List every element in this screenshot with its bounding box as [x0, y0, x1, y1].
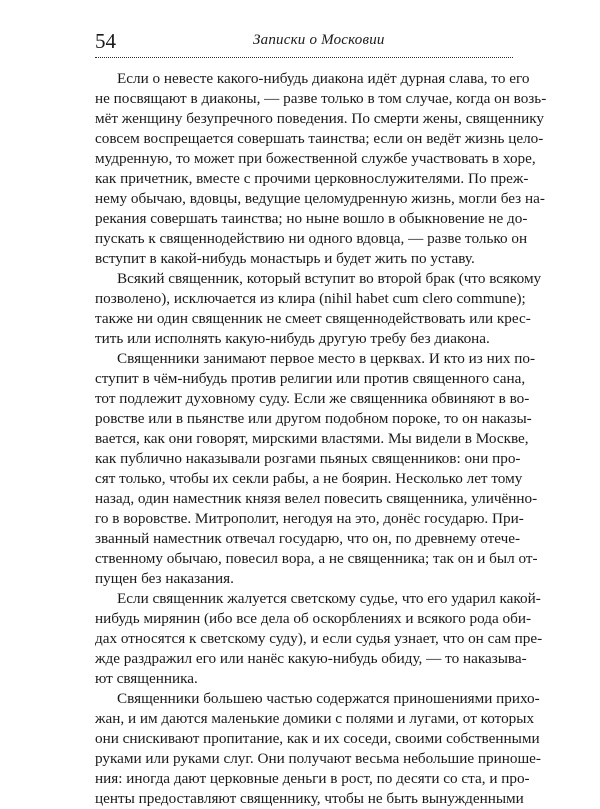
text-line: Если священник жалуется светскому судье, что его ударил какой-: [117, 590, 541, 607]
text-line: назад, один наместник князя велел повесить священника, уличённо-: [95, 490, 538, 507]
text-line: вается, как они говорят, мирскими властями. Мы видели в Москве,: [95, 430, 529, 447]
text-line: пускать к священнодействию ни одного вдовца, — разве только он: [95, 230, 528, 247]
text-line: вступит в какой-нибудь монастырь и будет жить по уставу.: [95, 250, 475, 267]
text-line: дах относятся к светскому суду), и если судья узнает, что он сам пре-: [95, 630, 543, 647]
text-line: ступит в чём-нибудь против религии или против священного сана,: [95, 370, 526, 387]
text-line: жан, и им даются маленькие домики с полями и лугами, от которых: [95, 710, 535, 727]
text-line: мёт женщину безупречного поведения. По смерти жены, священнику: [95, 110, 544, 127]
text-line: Священники большею частью содержатся приношениями прихо-: [117, 690, 540, 707]
text-line: мудренную, то может при божественной службе участвовать в хоре,: [95, 150, 536, 167]
text-line: не посвящают в диаконы, — разве только в том случае, когда он возь-: [95, 90, 547, 107]
text-line: также ни один священник не смеет священнодействовать или крес-: [95, 310, 531, 327]
text-line: ровстве или в пьянстве или другом подобном пороке, то он наказы-: [95, 410, 532, 427]
header-rule: [95, 57, 513, 58]
text-line: рекания совершать таинства; но ныне вошло в обыкновение не до-: [95, 210, 528, 227]
text-line: нему обычаю, вдовцы, ведущие целомудренную жизнь, могли без на-: [95, 190, 545, 207]
paragraph: [95, 69, 547, 269]
text-line: центы предоставляют священнику, чтобы не быть вынужденными: [95, 790, 524, 807]
text-line: тот подлежит духовному суду. Если же священника обвиняют в во-: [95, 390, 530, 407]
page-header: [95, 30, 513, 52]
text-line: Всякий священник, который вступит во второй брак (что всякому: [117, 270, 542, 287]
text-line: ют священника.: [95, 670, 198, 687]
text-line: Если о невесте какого-нибудь диакона идёт дурная слава, то его: [117, 70, 530, 87]
text-line: тить или исполнять какую-нибудь другую требу без диакона.: [95, 330, 490, 347]
text-line: позволено), исключается из клира (nihil habet cum clero commune);: [95, 290, 526, 307]
paragraph: [95, 589, 543, 689]
text-line: ственному обычаю, повесил вора, а не священника; так он и был от-: [95, 550, 538, 567]
text-line: как публично наказывали розгами пьяных священников: они про-: [95, 450, 521, 467]
text-line: званный наместник отвечал государю, что он, по древнему отече-: [95, 530, 521, 547]
text-line: го в воровстве. Митрополит, негодуя на это, донёс государю. При-: [95, 510, 524, 527]
running-title: Записки о Московии: [253, 32, 385, 48]
paragraph: [95, 269, 542, 349]
text-line: ния: иногда дают церковные деньги в рост, по десяти со ста, и про-: [95, 770, 530, 787]
body-text: [95, 69, 547, 809]
text-line: руками или руками слуг. Они получают весьма небольшие приноше-: [95, 750, 541, 767]
text-line: жде раздражил его или нанёс какую-нибудь обиду, — то наказыва-: [95, 650, 527, 667]
text-line: сят только, чтобы их секли рабы, а не боярин. Несколько лет тому: [95, 470, 523, 487]
text-line: Священники занимают первое место в церквах. И кто из них по-: [117, 350, 536, 367]
text-line: пущен без наказания.: [95, 570, 234, 587]
text-line: они снискивают пропитание, как и их соседи, своими собственными: [95, 730, 540, 747]
text-line: совсем воспрещается совершать таинства; если он ведёт жизнь цело-: [95, 130, 544, 147]
page-number: 54: [95, 29, 116, 53]
paragraph: [95, 349, 538, 589]
text-line: как причетник, вместе с прочими церковнослужителями. По преж-: [95, 170, 529, 187]
paragraph: [95, 689, 541, 809]
text-line: нибудь мирянин (ибо все дела об оскорблениях и всякого рода оби-: [95, 610, 532, 627]
